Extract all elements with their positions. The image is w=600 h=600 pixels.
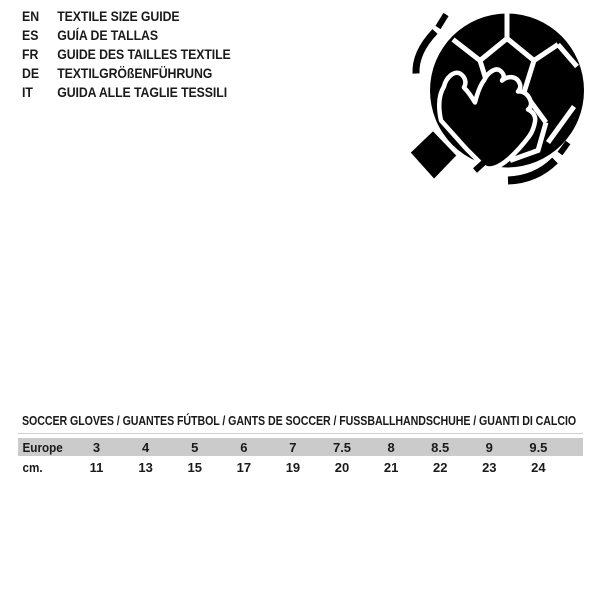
language-list xyxy=(22,7,231,102)
cm-size-cell: 15 xyxy=(187,459,202,475)
size-table-europe-row xyxy=(18,438,583,456)
row-label-cm: cm. xyxy=(22,459,43,475)
language-label: TEXTILE SIZE GUIDE xyxy=(57,8,180,24)
europe-size-cell: 8 xyxy=(387,439,395,455)
language-code: IT xyxy=(22,84,33,100)
cm-size-cell: 21 xyxy=(383,459,399,475)
size-table-cm-row xyxy=(18,458,583,476)
cm-size-cell: 20 xyxy=(334,459,350,475)
language-label: GUIDE DES TAILLES TEXTILE xyxy=(57,46,231,62)
language-code: ES xyxy=(22,27,39,43)
cm-size-cell: 24 xyxy=(531,459,546,475)
cm-size-cell: 11 xyxy=(89,459,104,475)
language-row xyxy=(22,64,231,83)
europe-size-cell: 3 xyxy=(92,439,101,455)
language-label: TEXTILGRÖßENFÜHRUNG xyxy=(57,65,213,81)
language-code: DE xyxy=(22,65,40,81)
language-row xyxy=(22,83,231,102)
europe-size-cell: 7.5 xyxy=(332,439,352,455)
europe-size-cell: 9 xyxy=(485,439,493,455)
language-label: GUÍA DE TALLAS xyxy=(57,27,158,43)
language-row xyxy=(22,26,231,45)
cm-size-cell: 13 xyxy=(138,459,153,475)
language-code: FR xyxy=(22,46,39,62)
goalkeeper-glove-soccer-ball-icon xyxy=(388,0,588,205)
language-row xyxy=(22,7,231,26)
language-label: GUIDA ALLE TAGLIE TESSILI xyxy=(57,84,228,100)
europe-size-cell: 4 xyxy=(142,439,150,455)
europe-size-cell: 7 xyxy=(289,439,297,455)
size-table xyxy=(18,433,583,476)
europe-size-cell: 9.5 xyxy=(529,439,548,455)
cm-size-cell: 23 xyxy=(482,459,497,475)
europe-size-cell: 6 xyxy=(240,439,248,455)
cm-size-cell: 19 xyxy=(285,459,301,475)
cm-size-cell: 17 xyxy=(236,459,252,475)
language-row xyxy=(22,45,231,64)
europe-size-cell: 5 xyxy=(191,439,199,455)
cm-size-cell: 22 xyxy=(432,459,448,475)
europe-size-cell: 8.5 xyxy=(431,439,450,455)
language-code: EN xyxy=(22,8,40,24)
size-guide-title: SOCCER GLOVES / GUANTES FÚTBOL / GANTS DE SOCCER / FUSSBALLHANDSCHUHE / GUANTI DI CALCIO xyxy=(22,413,577,428)
row-label-europe: Europe xyxy=(22,439,63,455)
